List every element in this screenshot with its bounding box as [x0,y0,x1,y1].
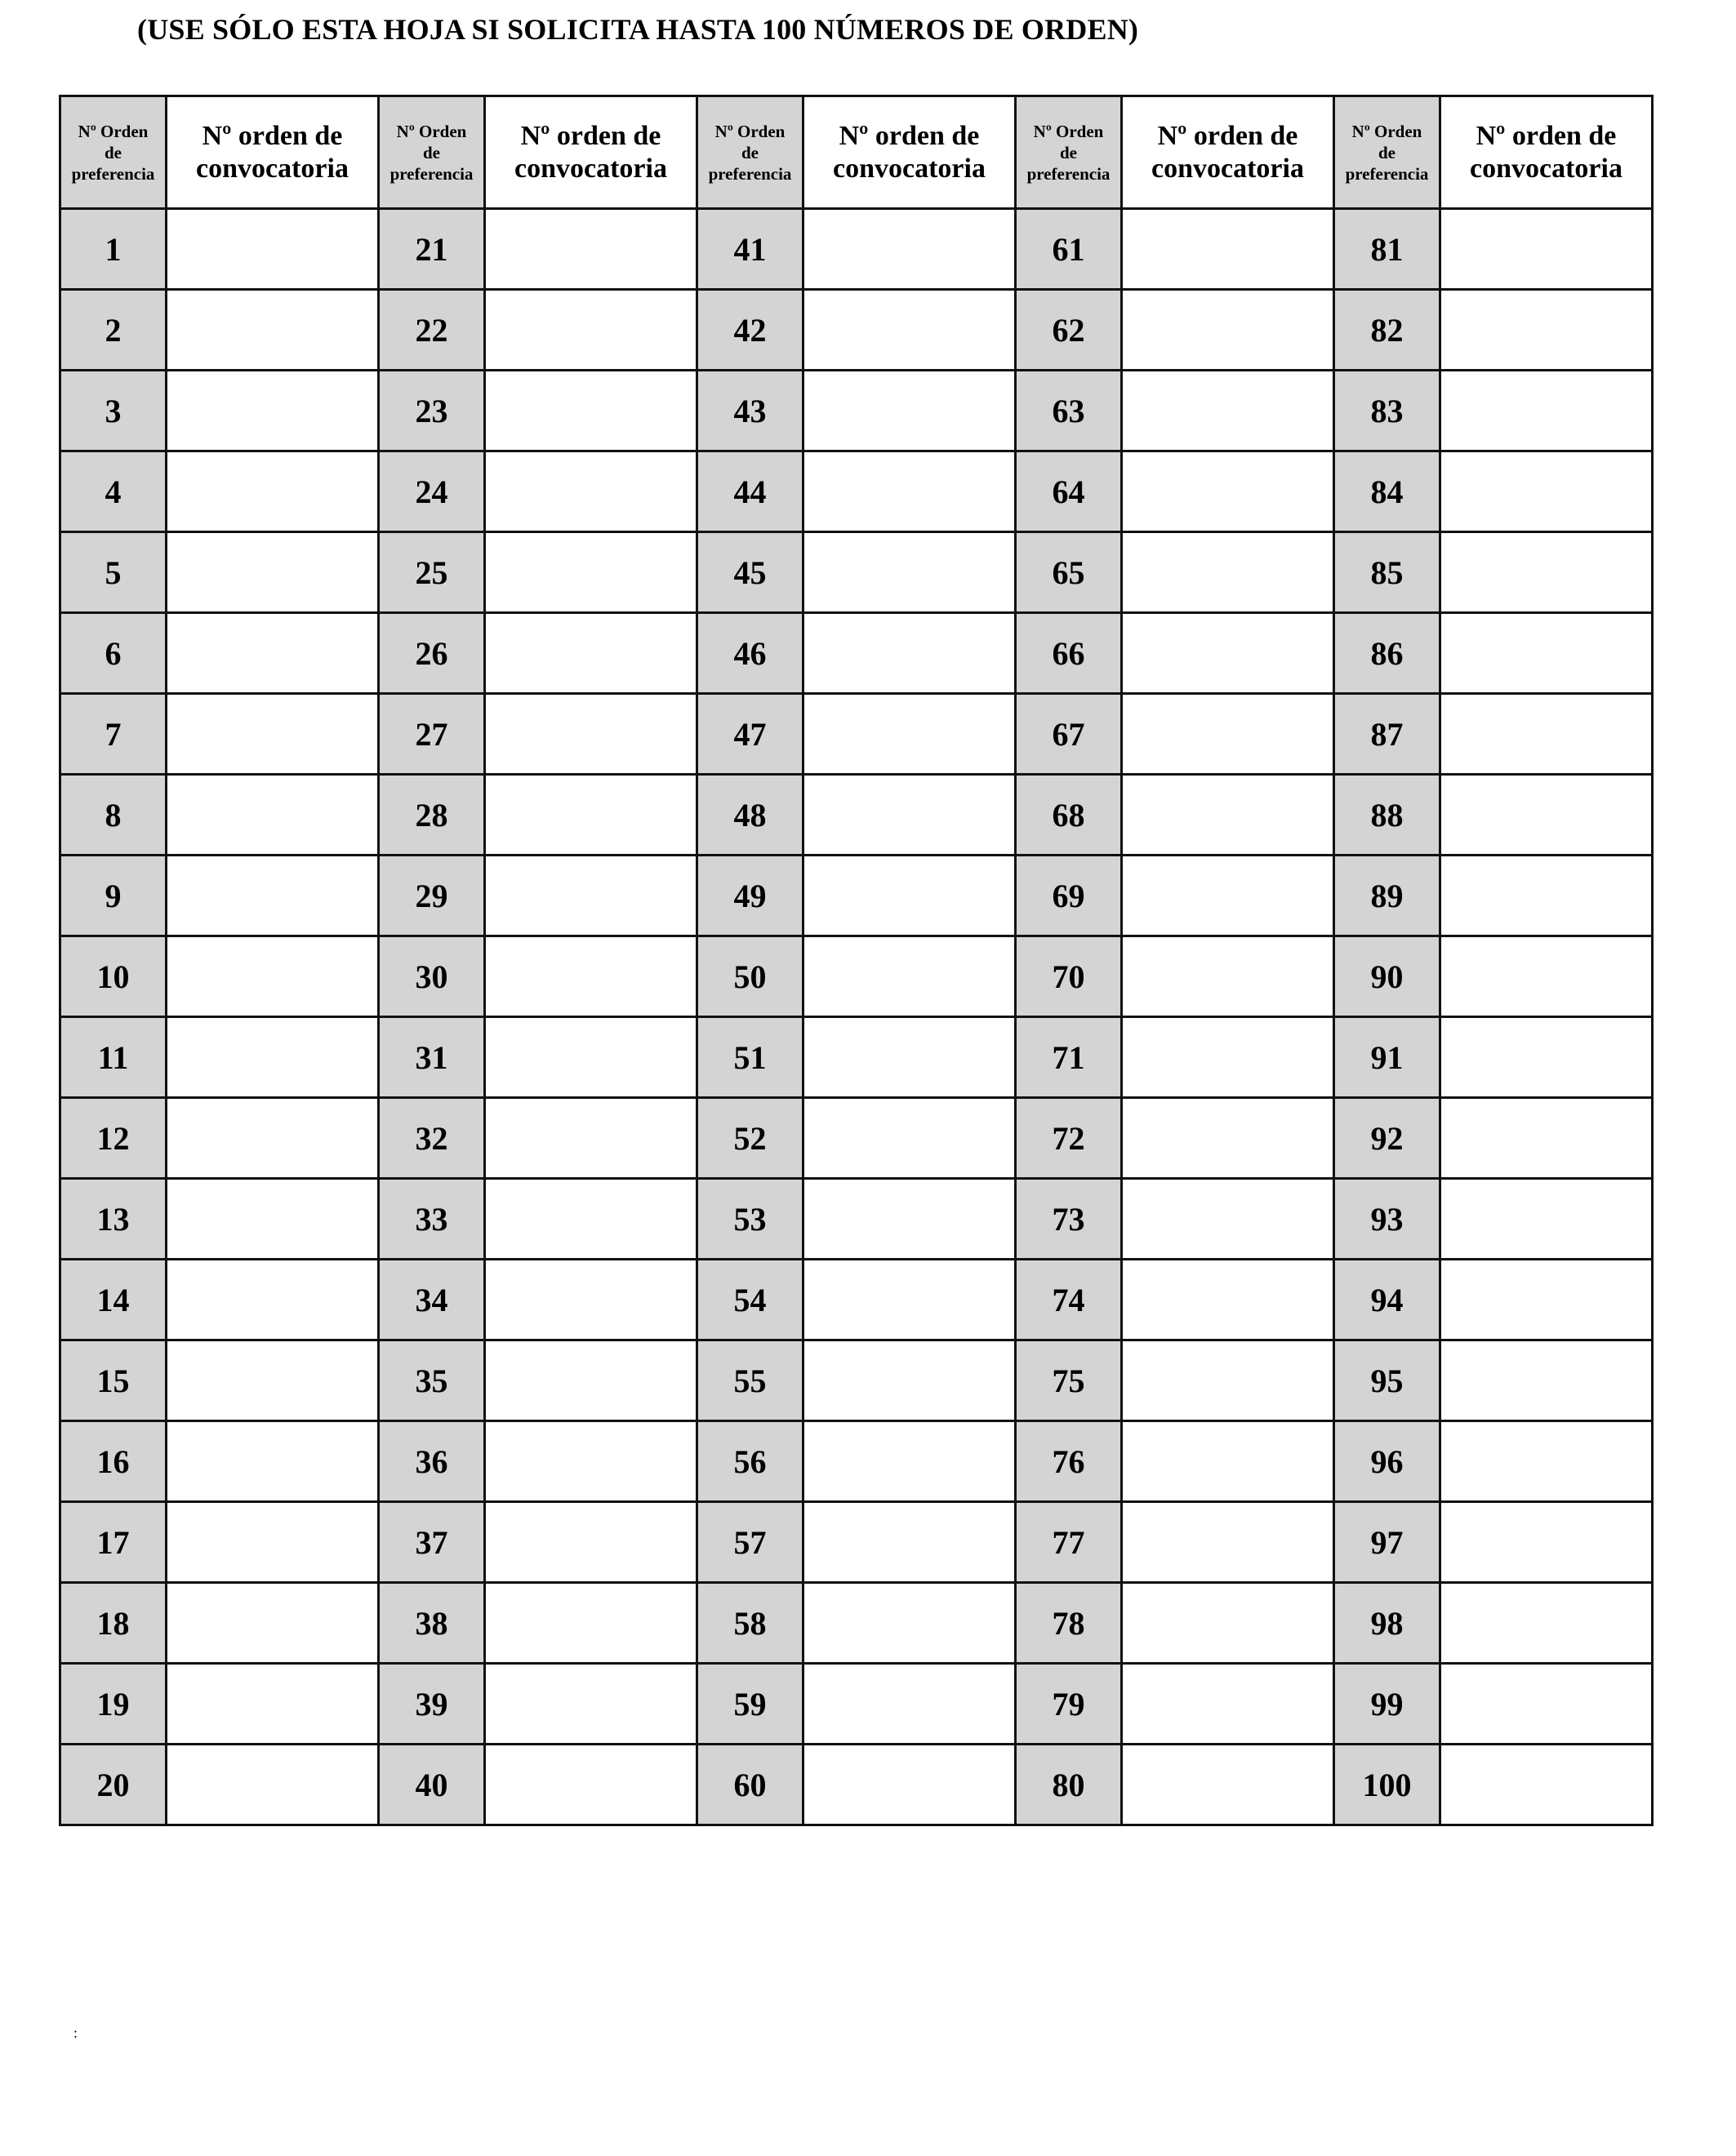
convocatoria-entry-cell[interactable] [803,775,1016,856]
convocatoria-entry-cell[interactable] [485,1502,697,1583]
preference-number-cell: 71 [1016,1017,1122,1098]
convocatoria-entry-cell[interactable] [803,1583,1016,1664]
preference-number-cell: 73 [1016,1179,1122,1260]
header-line: de [105,142,122,162]
convocatoria-entry-cell[interactable] [485,856,697,936]
preference-number-cell: 59 [697,1664,803,1745]
preference-number-cell: 88 [1334,775,1440,856]
convocatoria-entry-cell[interactable] [1440,1179,1653,1260]
preference-number-cell: 10 [60,936,167,1017]
convocatoria-entry-cell[interactable] [1122,1583,1334,1664]
preference-number-cell: 18 [60,1583,167,1664]
header-line: convocatoria [833,153,986,184]
header-order-convocatoria [167,96,379,209]
header-line: preferencia [389,163,474,184]
preference-number-cell: 41 [697,209,803,290]
header-line: preferencia [71,163,155,184]
convocatoria-entry-cell[interactable] [1440,371,1653,451]
preference-number-cell: 4 [60,451,167,532]
convocatoria-entry-cell[interactable] [485,532,697,613]
convocatoria-entry-cell[interactable] [1440,936,1653,1017]
table-row [60,371,1653,451]
header-line: Nº Orden [1351,121,1422,141]
convocatoria-entry-cell[interactable] [485,1745,697,1825]
convocatoria-entry-cell[interactable] [1122,775,1334,856]
preference-number-cell: 82 [1334,290,1440,371]
preference-number-cell: 5 [60,532,167,613]
table-row [60,694,1653,775]
preference-number-cell: 50 [697,936,803,1017]
preference-number-cell: 49 [697,856,803,936]
preference-number-cell: 20 [60,1745,167,1825]
convocatoria-entry-cell[interactable] [485,1340,697,1421]
table-row [60,613,1653,694]
table-row [60,532,1653,613]
convocatoria-entry-cell[interactable] [1122,1421,1334,1502]
convocatoria-entry-cell[interactable] [803,371,1016,451]
convocatoria-entry-cell[interactable] [167,1502,379,1583]
header-line: convocatoria [1470,153,1622,184]
table-row [60,936,1653,1017]
convocatoria-entry-cell[interactable] [1122,1664,1334,1745]
convocatoria-entry-cell[interactable] [803,532,1016,613]
table-row [60,451,1653,532]
preference-number-cell: 66 [1016,613,1122,694]
header-line: Nº Orden [396,121,467,141]
preference-number-cell: 29 [379,856,485,936]
header-line: Nº Orden [1033,121,1104,141]
convocatoria-entry-cell[interactable] [1440,1340,1653,1421]
header-line: convocatoria [1151,153,1304,184]
preference-number-cell: 76 [1016,1421,1122,1502]
table-row [60,856,1653,936]
convocatoria-entry-cell[interactable] [1122,1017,1334,1098]
preference-number-cell: 12 [60,1098,167,1179]
preference-number-cell: 11 [60,1017,167,1098]
preference-number-cell: 30 [379,936,485,1017]
convocatoria-entry-cell[interactable] [167,694,379,775]
header-order-preference [60,96,167,209]
preference-number-cell: 35 [379,1340,485,1421]
convocatoria-entry-cell[interactable] [803,1260,1016,1340]
preference-number-cell: 33 [379,1179,485,1260]
preference-number-cell: 43 [697,371,803,451]
preference-number-cell: 77 [1016,1502,1122,1583]
convocatoria-entry-cell[interactable] [1122,1340,1334,1421]
header-line: Nº Orden [78,121,149,141]
convocatoria-entry-cell[interactable] [1440,1260,1653,1340]
convocatoria-entry-cell[interactable] [803,613,1016,694]
preference-number-cell: 64 [1016,451,1122,532]
convocatoria-entry-cell[interactable] [1122,1098,1334,1179]
preference-number-cell: 79 [1016,1664,1122,1745]
convocatoria-entry-cell[interactable] [1440,290,1653,371]
convocatoria-entry-cell[interactable] [803,856,1016,936]
preference-number-cell: 57 [697,1502,803,1583]
preference-number-cell: 14 [60,1260,167,1340]
convocatoria-entry-cell[interactable] [485,1017,697,1098]
table-row [60,290,1653,371]
header-line: Nº orden de [520,120,661,151]
convocatoria-entry-cell[interactable] [1122,532,1334,613]
preference-number-cell: 8 [60,775,167,856]
header-order-preference [697,96,803,209]
convocatoria-entry-cell[interactable] [1122,613,1334,694]
header-line: Nº Orden [714,121,786,141]
table-row [60,1098,1653,1179]
convocatoria-entry-cell[interactable] [167,936,379,1017]
convocatoria-entry-cell[interactable] [485,1664,697,1745]
header-order-preference [1334,96,1440,209]
preference-number-cell: 51 [697,1017,803,1098]
preference-number-cell: 81 [1334,209,1440,290]
preference-number-cell: 15 [60,1340,167,1421]
preference-number-cell: 21 [379,209,485,290]
header-line: de [1378,142,1395,162]
convocatoria-entry-cell[interactable] [1440,1502,1653,1583]
preference-number-cell: 6 [60,613,167,694]
table-row [60,1502,1653,1583]
preference-number-cell: 80 [1016,1745,1122,1825]
header-order-convocatoria [1122,96,1334,209]
convocatoria-entry-cell[interactable] [167,1421,379,1502]
header-line: preferencia [1026,163,1111,184]
header-order-preference [1016,96,1122,209]
table-row [60,1179,1653,1260]
convocatoria-entry-cell[interactable] [167,371,379,451]
convocatoria-entry-cell[interactable] [167,1017,379,1098]
convocatoria-entry-cell[interactable] [485,209,697,290]
convocatoria-entry-cell[interactable] [1440,613,1653,694]
convocatoria-entry-cell[interactable] [1122,371,1334,451]
convocatoria-entry-cell[interactable] [1440,775,1653,856]
preference-number-cell: 45 [697,532,803,613]
convocatoria-entry-cell[interactable] [485,1260,697,1340]
header-line: de [741,142,759,162]
header-order-preference [379,96,485,209]
preference-number-cell: 53 [697,1179,803,1260]
convocatoria-entry-cell[interactable] [803,209,1016,290]
preference-number-cell: 72 [1016,1098,1122,1179]
convocatoria-entry-cell[interactable] [803,1664,1016,1745]
preference-number-cell: 32 [379,1098,485,1179]
order-number-table [59,95,1654,1826]
convocatoria-entry-cell[interactable] [167,1745,379,1825]
convocatoria-entry-cell[interactable] [1122,936,1334,1017]
header-line: de [1060,142,1077,162]
footer-mark: : [73,2025,78,2041]
header-line: Nº orden de [839,120,980,151]
table-row [60,209,1653,290]
table-body [60,209,1653,1825]
preference-number-cell: 99 [1334,1664,1440,1745]
preference-number-cell: 22 [379,290,485,371]
convocatoria-entry-cell[interactable] [1440,856,1653,936]
preference-number-cell: 27 [379,694,485,775]
convocatoria-entry-cell[interactable] [803,1745,1016,1825]
header-line: convocatoria [196,153,349,184]
header-line: de [423,142,440,162]
convocatoria-entry-cell[interactable] [803,1017,1016,1098]
preference-number-cell: 34 [379,1260,485,1340]
convocatoria-entry-cell[interactable] [485,290,697,371]
convocatoria-entry-cell[interactable] [167,1098,379,1179]
convocatoria-entry-cell[interactable] [1122,209,1334,290]
preference-number-cell: 92 [1334,1098,1440,1179]
convocatoria-entry-cell[interactable] [803,1098,1016,1179]
preference-number-cell: 85 [1334,532,1440,613]
convocatoria-entry-cell[interactable] [803,936,1016,1017]
convocatoria-entry-cell[interactable] [1440,1583,1653,1664]
convocatoria-entry-cell[interactable] [1122,1179,1334,1260]
convocatoria-entry-cell[interactable] [803,451,1016,532]
table-row [60,775,1653,856]
preference-number-cell: 67 [1016,694,1122,775]
table-row [60,1260,1653,1340]
preference-number-cell: 31 [379,1017,485,1098]
convocatoria-entry-cell[interactable] [485,694,697,775]
convocatoria-entry-cell[interactable] [167,209,379,290]
convocatoria-entry-cell[interactable] [167,1583,379,1664]
convocatoria-entry-cell[interactable] [167,532,379,613]
preference-number-cell: 100 [1334,1745,1440,1825]
convocatoria-entry-cell[interactable] [1122,694,1334,775]
table-row [60,1421,1653,1502]
convocatoria-entry-cell[interactable] [1122,1502,1334,1583]
preference-number-cell: 70 [1016,936,1122,1017]
header-line: Nº orden de [1157,120,1298,151]
preference-number-cell: 26 [379,613,485,694]
preference-number-cell: 96 [1334,1421,1440,1502]
header-line: Nº orden de [1476,120,1617,151]
convocatoria-entry-cell[interactable] [485,775,697,856]
preference-number-cell: 95 [1334,1340,1440,1421]
convocatoria-entry-cell[interactable] [1440,451,1653,532]
preference-number-cell: 2 [60,290,167,371]
preference-number-cell: 28 [379,775,485,856]
convocatoria-entry-cell[interactable] [1440,1421,1653,1502]
convocatoria-entry-cell[interactable] [485,451,697,532]
preference-number-cell: 54 [697,1260,803,1340]
preference-number-cell: 75 [1016,1340,1122,1421]
convocatoria-entry-cell[interactable] [167,613,379,694]
convocatoria-entry-cell[interactable] [1122,290,1334,371]
preference-number-cell: 69 [1016,856,1122,936]
preference-number-cell: 40 [379,1745,485,1825]
convocatoria-entry-cell[interactable] [1440,1664,1653,1745]
preference-number-cell: 63 [1016,371,1122,451]
preference-number-cell: 93 [1334,1179,1440,1260]
convocatoria-entry-cell[interactable] [167,856,379,936]
preference-number-cell: 68 [1016,775,1122,856]
convocatoria-entry-cell[interactable] [485,371,697,451]
preference-number-cell: 19 [60,1664,167,1745]
convocatoria-entry-cell[interactable] [803,694,1016,775]
preference-number-cell: 62 [1016,290,1122,371]
preference-number-cell: 97 [1334,1502,1440,1583]
table-row [60,1664,1653,1745]
table-row [60,1745,1653,1825]
preference-number-cell: 46 [697,613,803,694]
convocatoria-entry-cell[interactable] [1122,1745,1334,1825]
table-row [60,1583,1653,1664]
header-order-convocatoria [1440,96,1653,209]
preference-number-cell: 36 [379,1421,485,1502]
convocatoria-entry-cell[interactable] [485,1179,697,1260]
convocatoria-entry-cell[interactable] [1440,532,1653,613]
preference-number-cell: 24 [379,451,485,532]
convocatoria-entry-cell[interactable] [803,1502,1016,1583]
table-row [60,1340,1653,1421]
convocatoria-entry-cell[interactable] [167,451,379,532]
convocatoria-entry-cell[interactable] [1122,856,1334,936]
convocatoria-entry-cell[interactable] [1440,209,1653,290]
convocatoria-entry-cell[interactable] [167,1340,379,1421]
preference-number-cell: 60 [697,1745,803,1825]
preference-number-cell: 94 [1334,1260,1440,1340]
preference-number-cell: 83 [1334,371,1440,451]
convocatoria-entry-cell[interactable] [485,613,697,694]
preference-number-cell: 52 [697,1098,803,1179]
header-order-convocatoria [803,96,1016,209]
preference-number-cell: 98 [1334,1583,1440,1664]
preference-number-cell: 39 [379,1664,485,1745]
preference-number-cell: 90 [1334,936,1440,1017]
header-line: preferencia [708,163,792,184]
preference-number-cell: 44 [697,451,803,532]
preference-number-cell: 65 [1016,532,1122,613]
preference-number-cell: 47 [697,694,803,775]
preference-number-cell: 78 [1016,1583,1122,1664]
preference-number-cell: 61 [1016,209,1122,290]
preference-number-cell: 89 [1334,856,1440,936]
convocatoria-entry-cell[interactable] [1440,1017,1653,1098]
preference-number-cell: 9 [60,856,167,936]
preference-number-cell: 42 [697,290,803,371]
preference-number-cell: 86 [1334,613,1440,694]
preference-number-cell: 58 [697,1583,803,1664]
preference-number-cell: 16 [60,1421,167,1502]
header-line: preferencia [1345,163,1429,184]
header-line: Nº orden de [202,120,343,151]
convocatoria-entry-cell[interactable] [485,936,697,1017]
preference-number-cell: 84 [1334,451,1440,532]
convocatoria-entry-cell[interactable] [485,1583,697,1664]
convocatoria-entry-cell[interactable] [167,1260,379,1340]
convocatoria-entry-cell[interactable] [1440,1098,1653,1179]
preference-number-cell: 25 [379,532,485,613]
preference-number-cell: 23 [379,371,485,451]
convocatoria-entry-cell[interactable] [1122,451,1334,532]
convocatoria-entry-cell[interactable] [167,290,379,371]
convocatoria-entry-cell[interactable] [803,1421,1016,1502]
convocatoria-entry-cell[interactable] [803,1340,1016,1421]
preference-number-cell: 3 [60,371,167,451]
preference-number-cell: 74 [1016,1260,1122,1340]
preference-number-cell: 55 [697,1340,803,1421]
convocatoria-entry-cell[interactable] [1440,694,1653,775]
convocatoria-entry-cell[interactable] [167,1664,379,1745]
preference-number-cell: 87 [1334,694,1440,775]
preference-number-cell: 13 [60,1179,167,1260]
convocatoria-entry-cell[interactable] [167,775,379,856]
convocatoria-entry-cell[interactable] [803,290,1016,371]
convocatoria-entry-cell[interactable] [167,1179,379,1260]
preference-number-cell: 17 [60,1502,167,1583]
header-order-convocatoria [485,96,697,209]
preference-number-cell: 1 [60,209,167,290]
convocatoria-entry-cell[interactable] [803,1179,1016,1260]
preference-number-cell: 7 [60,694,167,775]
convocatoria-entry-cell[interactable] [485,1098,697,1179]
convocatoria-entry-cell[interactable] [485,1421,697,1502]
preference-number-cell: 56 [697,1421,803,1502]
preference-number-cell: 91 [1334,1017,1440,1098]
page-title: (USE SÓLO ESTA HOJA SI SOLICITA HASTA 100 NÚMEROS DE ORDEN) [137,13,1139,46]
header-line: convocatoria [514,153,667,184]
convocatoria-entry-cell[interactable] [1122,1260,1334,1340]
table-row [60,1017,1653,1098]
preference-number-cell: 48 [697,775,803,856]
convocatoria-entry-cell[interactable] [1440,1745,1653,1825]
table-header-row [60,96,1653,209]
preference-number-cell: 38 [379,1583,485,1664]
preference-number-cell: 37 [379,1502,485,1583]
